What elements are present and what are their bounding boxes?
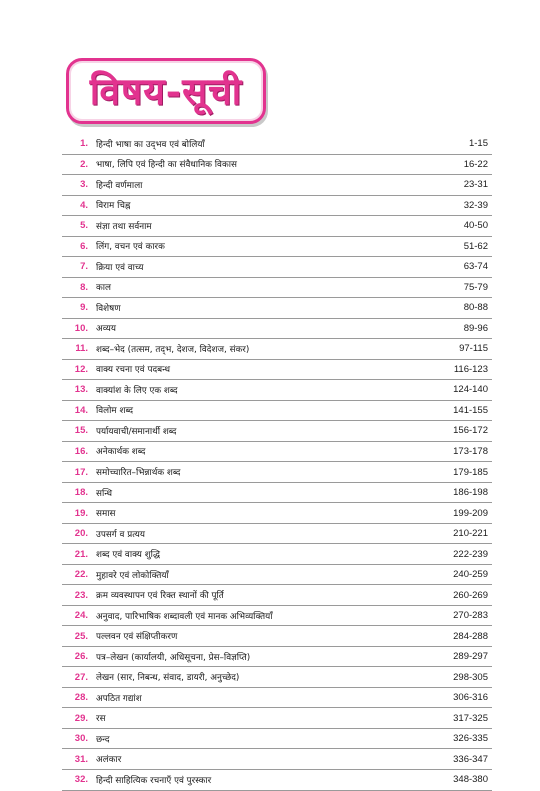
toc-entry-pages: 240-259 xyxy=(453,569,488,581)
toc-entry-number: 20. xyxy=(74,528,88,540)
toc-entry-number: 19. xyxy=(74,507,88,519)
toc-entry-pages: 260-269 xyxy=(453,589,488,601)
toc-entry xyxy=(62,565,492,586)
toc-entry-pages: 97-115 xyxy=(459,343,488,355)
toc-entry-title: विराम चिह्न xyxy=(96,201,131,212)
toc-entry xyxy=(62,237,492,258)
toc-entry-pages: 124-140 xyxy=(453,384,488,396)
toc-entry xyxy=(62,749,492,770)
toc-entry-number: 21. xyxy=(74,548,88,560)
toc-entry-title: पत्र–लेखन (कार्यालयी, अधिसूचना, प्रेस–विज्ञप्ति) xyxy=(96,652,251,663)
toc-entry xyxy=(62,319,492,340)
toc-entry-pages: 298-305 xyxy=(453,671,488,683)
toc-entry-title: विशेषण xyxy=(96,303,121,314)
toc-entry-pages: 141-155 xyxy=(453,404,488,416)
toc-entry-pages: 222-239 xyxy=(453,548,488,560)
toc-entry-title: समास xyxy=(96,509,116,520)
toc-entry-number: 30. xyxy=(74,733,88,745)
toc-entry-number: 15. xyxy=(74,425,88,437)
toc-entry xyxy=(62,360,492,381)
toc-entry-title: अपठित गद्यांश xyxy=(96,693,142,704)
toc-entry xyxy=(62,442,492,463)
toc-entry-number: 14. xyxy=(74,404,88,416)
toc-entry-title: लिंग, वचन एवं कारक xyxy=(96,242,165,253)
toc-entry-title: लेखन (सार, निबन्ध, संवाद, डायरी, अनुच्छेद) xyxy=(96,673,240,684)
toc-entry xyxy=(62,134,492,155)
toc-entry-pages: 336-347 xyxy=(453,753,488,765)
toc-entry-title: क्रम व्यवस्थापन एवं रिक्त स्थानों की पूर्ति xyxy=(96,591,224,602)
toc-entry-pages: 40-50 xyxy=(463,220,488,232)
toc-entry-title: उपसर्ग व प्रत्यय xyxy=(96,529,145,540)
toc-entry-number: 8. xyxy=(80,281,88,293)
toc-entry xyxy=(62,421,492,442)
toc-entry xyxy=(62,298,492,319)
toc-entry-title: संज्ञा तथा सर्वनाम xyxy=(96,221,152,232)
toc-entry-pages: 75-79 xyxy=(463,281,488,293)
toc-entry xyxy=(62,380,492,401)
toc-entry-number: 31. xyxy=(74,753,88,765)
toc-entry-title: क्रिया एवं वाच्य xyxy=(96,262,144,273)
toc-entry-pages: 32-39 xyxy=(463,199,488,211)
toc-entry-number: 29. xyxy=(74,712,88,724)
toc-entry-pages: 186-198 xyxy=(453,487,488,499)
toc-entry-number: 6. xyxy=(80,240,88,252)
toc-entry-number: 7. xyxy=(80,261,88,273)
toc-entry xyxy=(62,155,492,176)
toc-entry-pages: 16-22 xyxy=(463,158,488,170)
toc-entry xyxy=(62,708,492,729)
toc-entry-title: हिन्दी भाषा का उद्‌भव एवं बोलियाँ xyxy=(96,139,205,150)
toc-entry-pages: 179-185 xyxy=(453,466,488,478)
toc-entry-pages: 306-316 xyxy=(453,692,488,704)
toc-entry-number: 24. xyxy=(74,610,88,622)
toc-entry xyxy=(62,196,492,217)
toc-entry xyxy=(62,483,492,504)
toc-entry-number: 32. xyxy=(74,774,88,786)
toc-entry-title: शब्द एवं वाक्य शुद्धि xyxy=(96,550,160,561)
toc-entry-title: हिन्दी साहित्यिक रचनाएँ एवं पुरस्कार xyxy=(96,775,212,786)
toc-entry-title: अनेकार्थक शब्द xyxy=(96,447,146,458)
toc-entry-pages: 23-31 xyxy=(463,179,488,191)
toc-entry-title: विलोम शब्द xyxy=(96,406,134,417)
toc-entry xyxy=(62,339,492,360)
toc-entry-number: 23. xyxy=(74,589,88,601)
toc-entry-title: वाक्यांश के लिए एक शब्द xyxy=(96,385,178,396)
toc-entry xyxy=(62,606,492,627)
table-of-contents xyxy=(62,134,492,791)
toc-entry-pages: 317-325 xyxy=(453,712,488,724)
toc-entry-pages: 63-74 xyxy=(463,261,488,273)
toc-entry-pages: 326-335 xyxy=(453,733,488,745)
toc-entry-number: 3. xyxy=(80,179,88,191)
toc-entry-pages: 199-209 xyxy=(453,507,488,519)
toc-entry-title: पर्यायवाची/समानार्थी शब्द xyxy=(96,426,177,437)
toc-entry-number: 2. xyxy=(80,158,88,170)
toc-entry-title: मुहावरे एवं लोकोक्तियाँ xyxy=(96,570,169,581)
toc-entry-number: 11. xyxy=(75,343,88,355)
toc-entry-pages: 289-297 xyxy=(453,651,488,663)
toc-entry-pages: 51-62 xyxy=(463,240,488,252)
toc-entry xyxy=(62,729,492,750)
toc-entry-pages: 348-380 xyxy=(453,774,488,786)
toc-entry-number: 27. xyxy=(74,671,88,683)
toc-entry-pages: 210-221 xyxy=(453,528,488,540)
toc-entry-pages: 284-288 xyxy=(453,630,488,642)
toc-entry-number: 28. xyxy=(74,692,88,704)
toc-entry xyxy=(62,278,492,299)
toc-entry xyxy=(62,647,492,668)
toc-entry-title: अनुवाद, पारिभाषिक शब्दावली एवं मानक अभिव्यक्तियाँ xyxy=(96,611,273,622)
toc-entry-pages: 89-96 xyxy=(463,322,488,334)
toc-entry-number: 4. xyxy=(80,199,88,211)
toc-entry-pages: 116-123 xyxy=(453,363,488,375)
page-title: विषय-सूची xyxy=(89,68,243,113)
toc-entry xyxy=(62,462,492,483)
toc-entry-title: वाक्य रचना एवं पदबन्ध xyxy=(96,365,171,376)
toc-entry-number: 18. xyxy=(74,487,88,499)
toc-entry-title: पल्लवन एवं संक्षिप्तीकरण xyxy=(96,632,178,643)
toc-entry-number: 22. xyxy=(74,569,88,581)
toc-entry-title: रस xyxy=(96,714,106,725)
toc-entry xyxy=(62,585,492,606)
toc-entry-title: सन्धि xyxy=(96,488,113,499)
toc-entry-number: 10. xyxy=(74,322,88,334)
toc-entry-pages: 1-15 xyxy=(468,138,488,150)
toc-entry-title: हिन्दी वर्णमाला xyxy=(96,180,143,191)
toc-entry-number: 17. xyxy=(74,466,88,478)
toc-entry xyxy=(62,503,492,524)
toc-entry-pages: 173-178 xyxy=(453,445,488,457)
toc-entry xyxy=(62,544,492,565)
toc-entry-title: शब्द–भेद (तत्सम, तद्‌भ, देशज, विदेशज, संकर) xyxy=(96,344,250,355)
toc-entry-number: 12. xyxy=(74,363,88,375)
toc-entry xyxy=(62,667,492,688)
toc-entry-title: अलंकार xyxy=(96,755,122,766)
toc-entry-title: अव्यय xyxy=(96,324,116,335)
toc-entry-pages: 270-283 xyxy=(453,610,488,622)
toc-entry xyxy=(62,524,492,545)
toc-entry xyxy=(62,257,492,278)
toc-entry-number: 5. xyxy=(80,220,88,232)
toc-entry-number: 1. xyxy=(80,138,88,150)
toc-entry-number: 16. xyxy=(74,445,88,457)
toc-entry xyxy=(62,401,492,422)
toc-entry-number: 25. xyxy=(74,630,88,642)
toc-entry-pages: 80-88 xyxy=(463,302,488,314)
toc-entry-title: काल xyxy=(96,283,111,294)
toc-entry xyxy=(62,216,492,237)
toc-entry-title: समोच्चारित–भिन्नार्थक शब्द xyxy=(96,468,181,478)
toc-entry-number: 26. xyxy=(74,651,88,663)
title-banner xyxy=(66,58,266,124)
toc-entry-title: भाषा, लिपि एवं हिन्दी का संवैधानिक विकास xyxy=(96,160,237,171)
toc-entry-number: 13. xyxy=(74,384,88,396)
toc-entry-pages: 156-172 xyxy=(453,425,488,437)
toc-entry-number: 9. xyxy=(80,302,88,314)
toc-entry xyxy=(62,626,492,647)
toc-entry xyxy=(62,175,492,196)
toc-entry-title: छन्द xyxy=(96,734,110,745)
toc-entry xyxy=(62,688,492,709)
toc-entry xyxy=(62,770,492,791)
